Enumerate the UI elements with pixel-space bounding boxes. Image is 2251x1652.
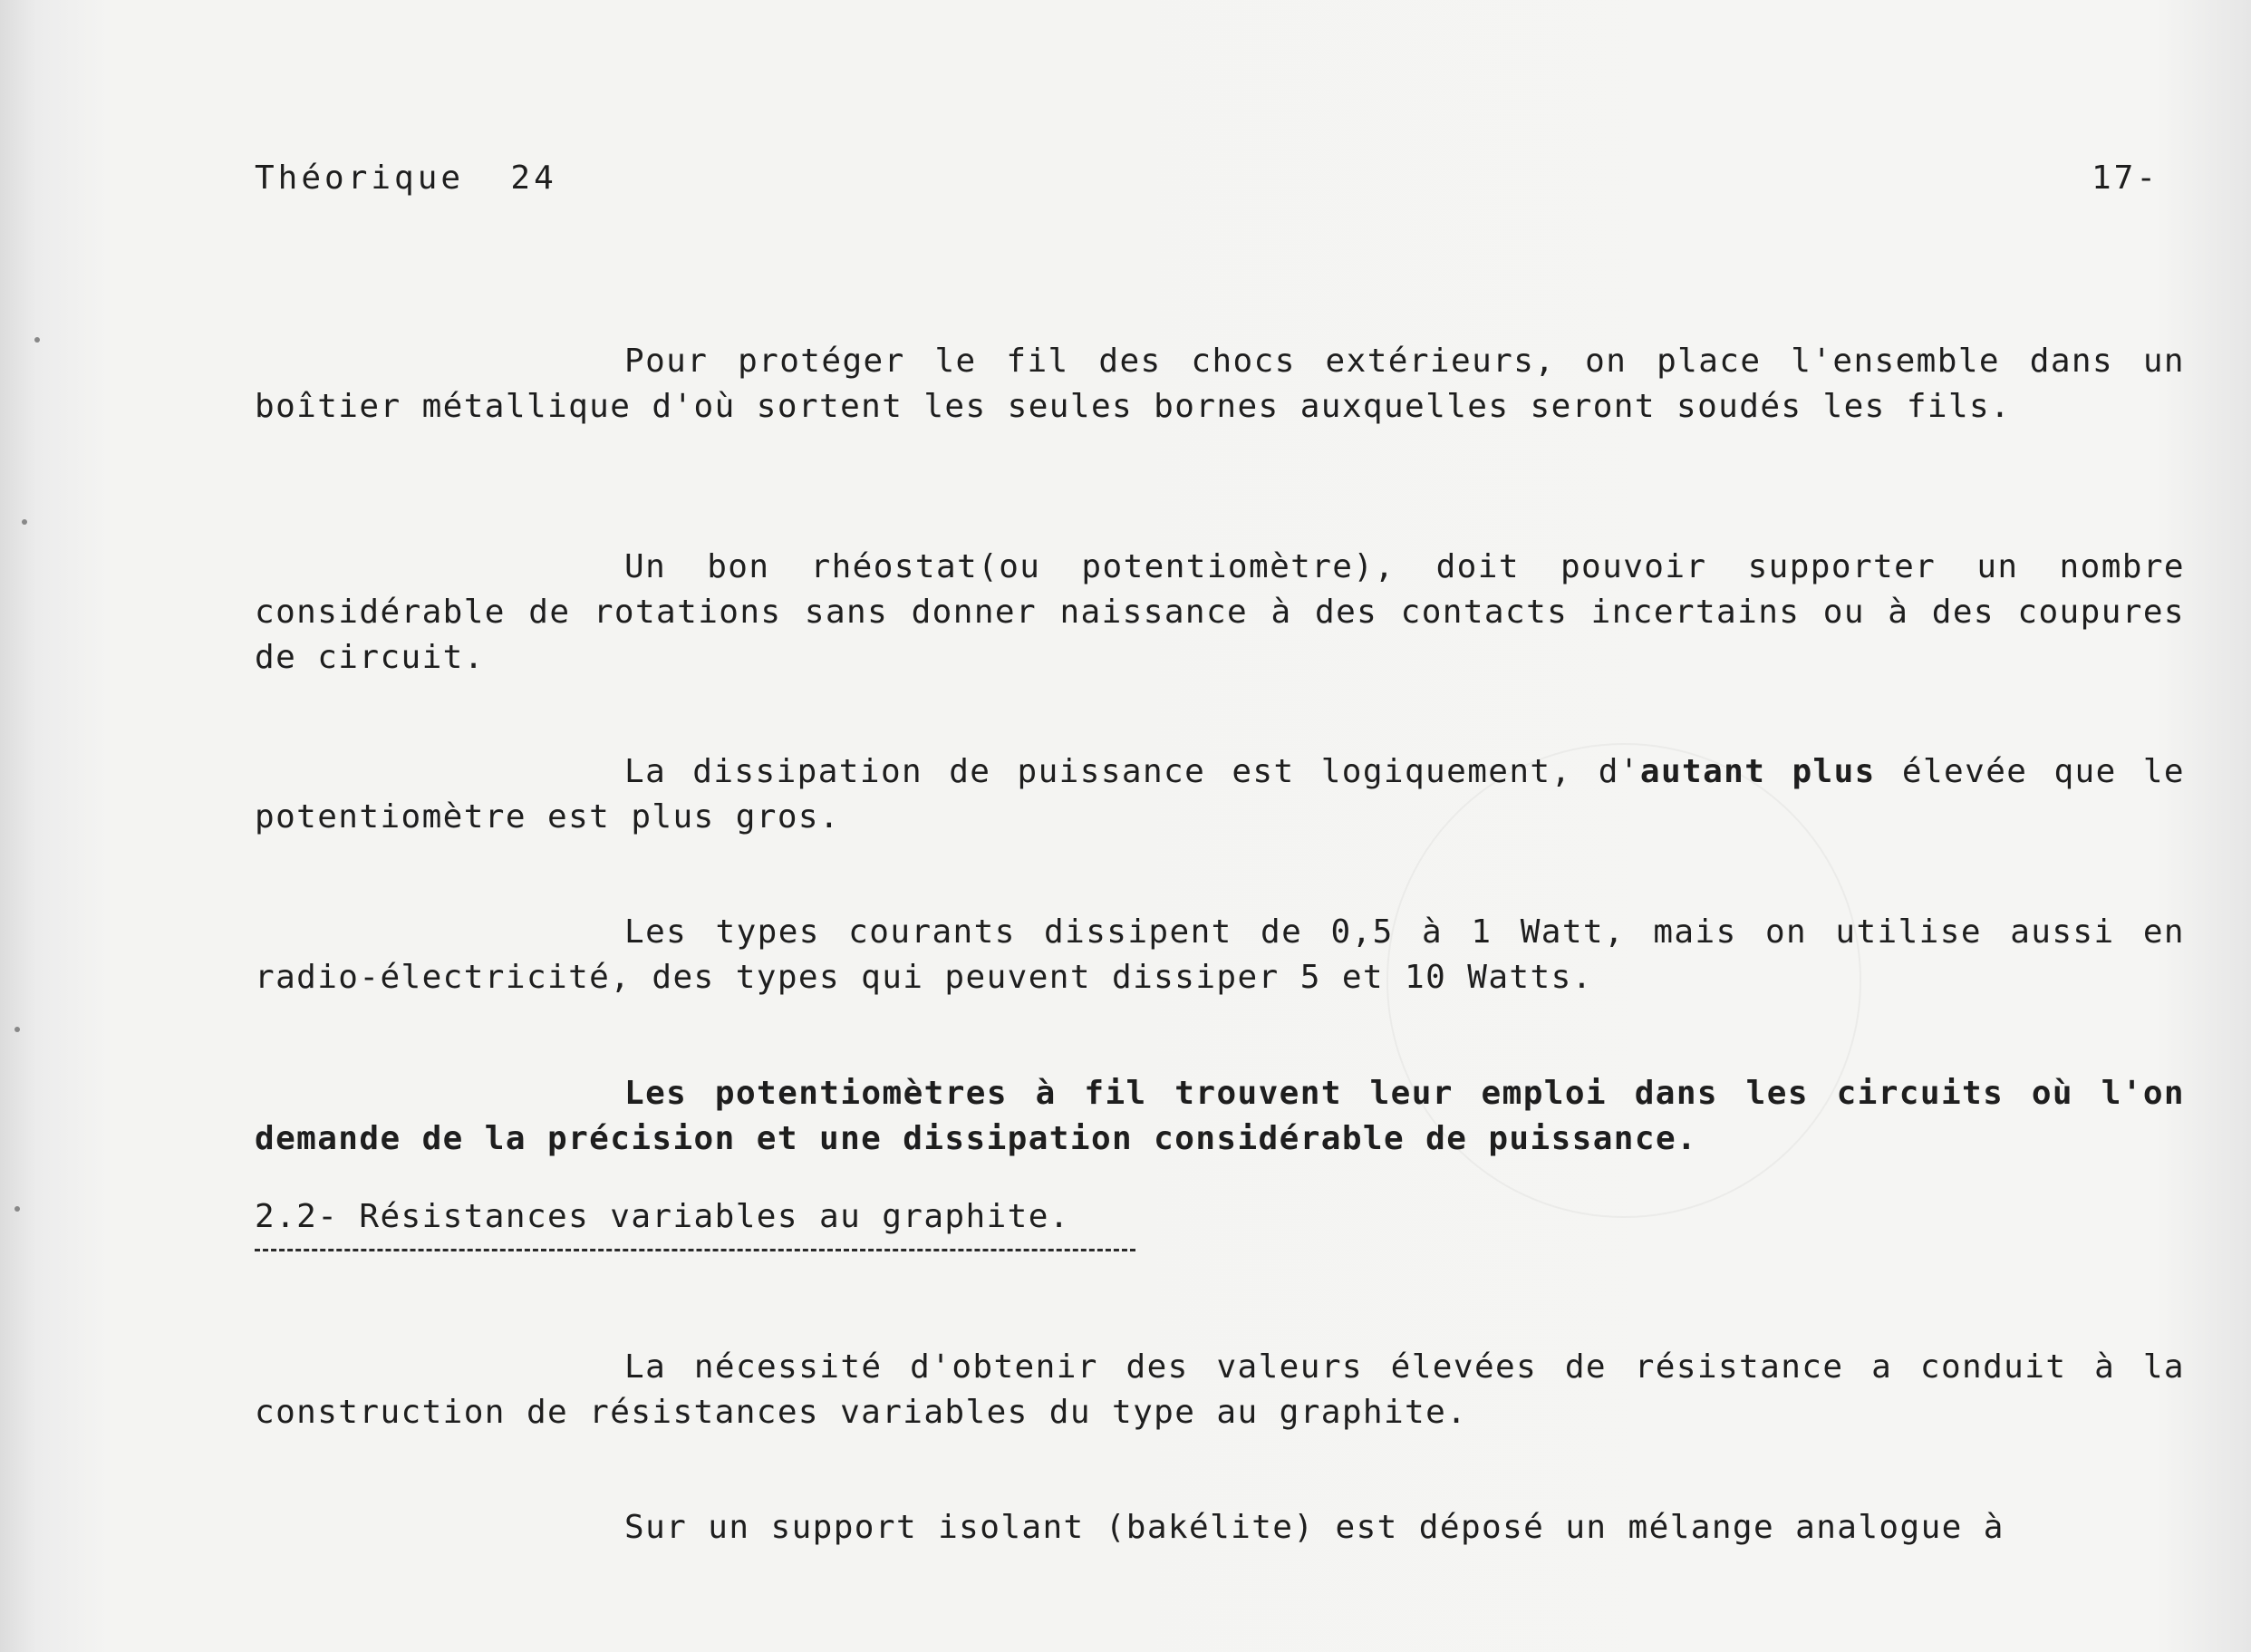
paragraph	[255, 1505, 2185, 1551]
section-heading-underline	[255, 1249, 1135, 1251]
paragraph-text: La dissipation de puissance est logiquement, d'	[624, 753, 1640, 790]
paragraph	[255, 749, 2185, 840]
paragraph-text: Un bon rhéostat(ou potentiomètre), doit pouvoir supporter un nombre considérable de rotations sans donner naissance à des contacts incertains ou à des coupures de circuit.	[255, 548, 2185, 676]
margin-speck	[22, 519, 27, 525]
paragraph	[255, 339, 2185, 430]
page-number: 17-	[2092, 159, 2159, 197]
paragraph-text: Sur un support isolant (bakélite) est déposé un mélange analogue à	[624, 1509, 2005, 1546]
paragraph-text: La nécessité d'obtenir des valeurs élevées de résistance a conduit à la construction de résistances variables du type au graphite.	[255, 1348, 2185, 1431]
paragraph-text: Pour protéger le fil des chocs extérieurs, on place l'ensemble dans un boîtier métallique d'où sortent les seules bornes auxquelles seront soudés les fils.	[255, 343, 2185, 425]
page-header-title: Théorique 24	[255, 159, 557, 197]
paragraph-text: Les potentiomètres à fil trouvent leur emploi dans les circuits où l'on demande de la précision et une dissipation considérable de puissance.	[255, 1075, 2185, 1157]
margin-speck	[14, 1027, 20, 1032]
section-heading: 2.2- Résistances variables au graphite.	[255, 1198, 1070, 1235]
paragraph	[255, 1345, 2185, 1435]
paragraph-text: Les types courants dissipent de 0,5 à 1 Watt, mais on utilise aussi en radio-électricité, des types qui peuvent dissiper 5 et 10 Watts.	[255, 913, 2185, 996]
paragraph	[255, 910, 2185, 1000]
margin-speck	[34, 337, 40, 343]
paragraph	[255, 1071, 2185, 1162]
bold-emphasis: autant plus	[1639, 753, 1876, 790]
paragraph	[255, 545, 2185, 681]
paragraph-text: élevée que le potentiomètre est plus gros.	[255, 753, 2185, 836]
margin-speck	[14, 1206, 20, 1212]
